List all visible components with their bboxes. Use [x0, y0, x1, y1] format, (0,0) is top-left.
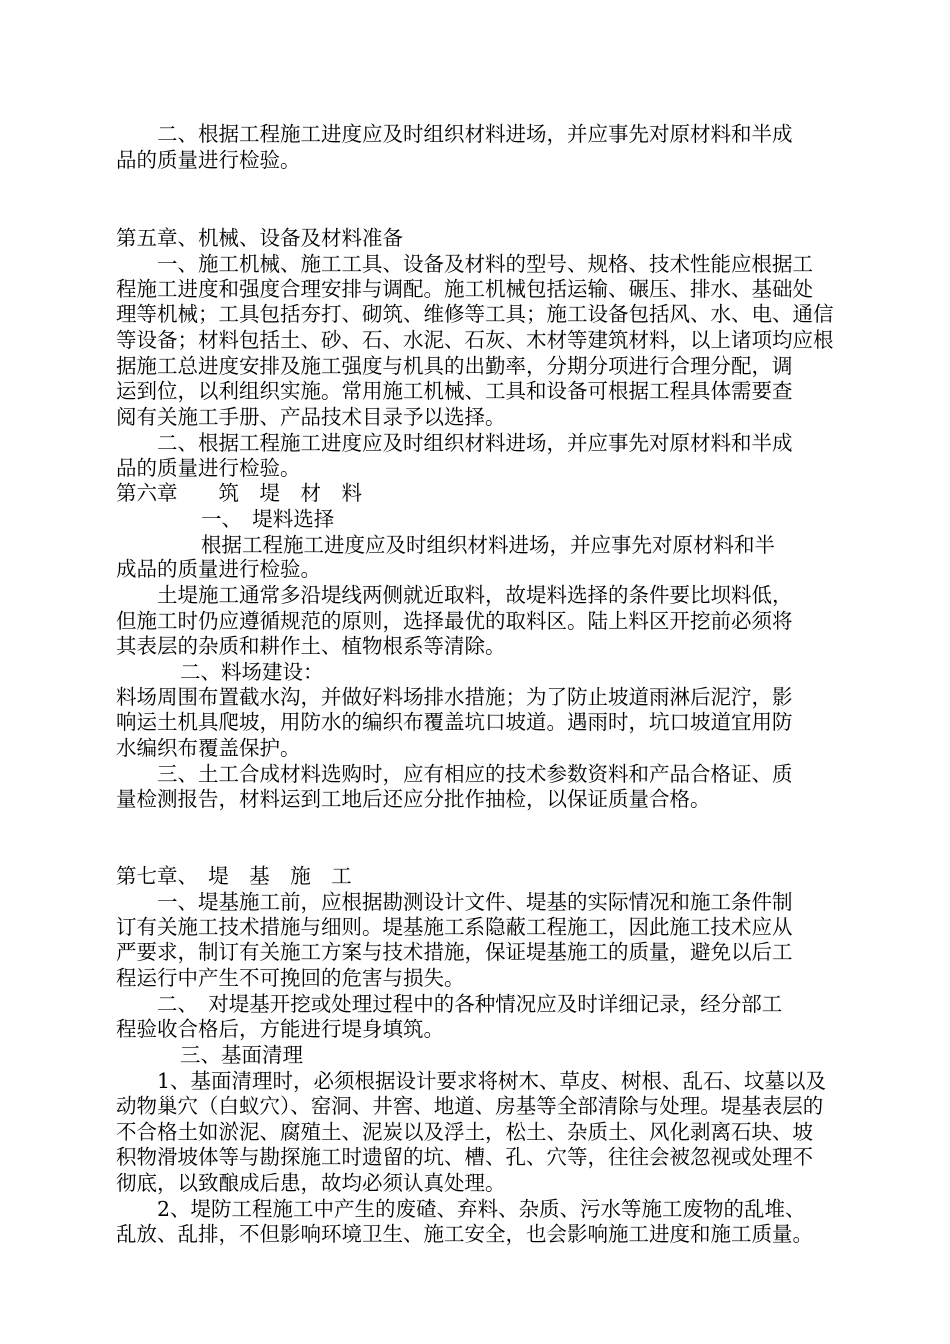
section-subheading: 三、基面清理 [180, 1043, 303, 1067]
paragraph-line: 彻底，以致酿成后患，故均必须认真处理。 [116, 1171, 506, 1195]
paragraph-line: 响运土机具爬坡，用防水的编织布覆盖坑口坡道。遇雨时，坑口坡道宜用防 [116, 710, 793, 734]
paragraph-line: 不合格土如淤泥、腐殖土、泥炭以及浮土，松土、杂质土、风化剥离石块、坡 [116, 1120, 813, 1144]
paragraph-line: 严要求，制订有关施工方案与技术措施，保证堤基施工的质量，避免以后工 [116, 940, 793, 964]
chapter-6-heading: 第六章 筑 堤 材 料 [116, 481, 362, 505]
chapter-7-heading: 第七章、 堤 基 施 工 [116, 864, 352, 888]
paragraph-line: 程运行中产生不可挽回的危害与损失。 [116, 966, 465, 990]
paragraph-line: 量检测报告，材料运到工地后还应分批作抽检，以保证质量合格。 [116, 787, 711, 811]
paragraph-line: 二、根据工程施工进度应及时组织材料进场，并应事先对原材料和半成 [157, 122, 793, 146]
paragraph-line: 1、基面清理时，必须根据设计要求将树木、草皮、树根、乱石、坟墓以及 [157, 1069, 827, 1093]
paragraph-line: 乱放、乱排，不但影响环境卫生、施工安全，也会影响施工进度和施工质量。 [116, 1222, 813, 1246]
paragraph-line: 据施工总进度安排及施工强度与机具的出勤率，分期分项进行合理分配，调 [116, 354, 793, 378]
paragraph-line: 一、堤基施工前，应根据勘测设计文件、堤基的实际情况和施工条件制 [157, 890, 793, 914]
paragraph-line: 理等机械；工具包括夯打、砌筑、维修等工具；施工设备包括风、水、电、通信 [116, 302, 834, 326]
paragraph-line: 二、根据工程施工进度应及时组织材料进场，并应事先对原材料和半成 [157, 431, 793, 455]
paragraph-line: 订有关施工技术措施与细则。堤基施工系隐蔽工程施工，因此施工技术应从 [116, 915, 793, 939]
paragraph-line: 成品的质量进行检验。 [116, 557, 321, 581]
paragraph-line: 程验收合格后，方能进行堤身填筑。 [116, 1017, 444, 1041]
paragraph-line: 料场周围布置截水沟，并做好料场排水措施；为了防止坡道雨淋后泥泞，影 [116, 685, 793, 709]
paragraph-line: 等设备；材料包括土、砂、石、水泥、石灰、木材等建筑材料，以上诸项均应根 [116, 328, 834, 352]
paragraph-line: 品的质量进行检验。 [116, 148, 301, 172]
paragraph-line: 土堤施工通常多沿堤线两侧就近取料，故堤料选择的条件要比坝料低， [157, 583, 793, 607]
paragraph-line: 三、土工合成材料选购时，应有相应的技术参数资料和产品合格证、质 [157, 762, 793, 786]
section-subheading: 二、料场建设： [180, 660, 324, 684]
section-subheading: 一、 堤料选择 [201, 507, 335, 531]
paragraph-line: 动物巢穴（白蚁穴）、窑洞、井窖、地道、房基等全部清除与处理。堤基表层的 [116, 1094, 824, 1118]
paragraph-line: 程施工进度和强度合理安排与调配。施工机械包括运输、碾压、排水、基础处 [116, 277, 813, 301]
paragraph-line: 2、堤防工程施工中产生的废碴、弃料、杂质、污水等施工废物的乱堆、 [157, 1197, 806, 1221]
chapter-5-heading: 第五章、机械、设备及材料准备 [116, 226, 403, 250]
paragraph-line: 运到位，以利组织实施。常用施工机械、工具和设备可根据工程具体需要查 [116, 379, 793, 403]
paragraph-line: 一、施工机械、施工工具、设备及材料的型号、规格、技术性能应根据工 [157, 252, 813, 276]
paragraph-line: 品的质量进行检验。 [116, 456, 301, 480]
paragraph-line: 其表层的杂质和耕作土、植物根系等清除。 [116, 634, 506, 658]
paragraph-line: 根据工程施工进度应及时组织材料进场，并应事先对原材料和半 [201, 533, 775, 557]
paragraph-line: 但施工时仍应遵循规范的原则，选择最优的取料区。陆上料区开挖前必须将 [116, 609, 793, 633]
paragraph-line: 积物滑坡体等与勘探施工时遗留的坑、槽、孔、穴等，往往会被忽视或处理不 [116, 1145, 813, 1169]
paragraph-line: 二、 对堤基开挖或处理过程中的各种情况应及时详细记录，经分部工 [157, 992, 783, 1016]
paragraph-line: 水编织布覆盖保护。 [116, 736, 301, 760]
paragraph-line: 阅有关施工手册、产品技术目录予以选择。 [116, 405, 506, 429]
